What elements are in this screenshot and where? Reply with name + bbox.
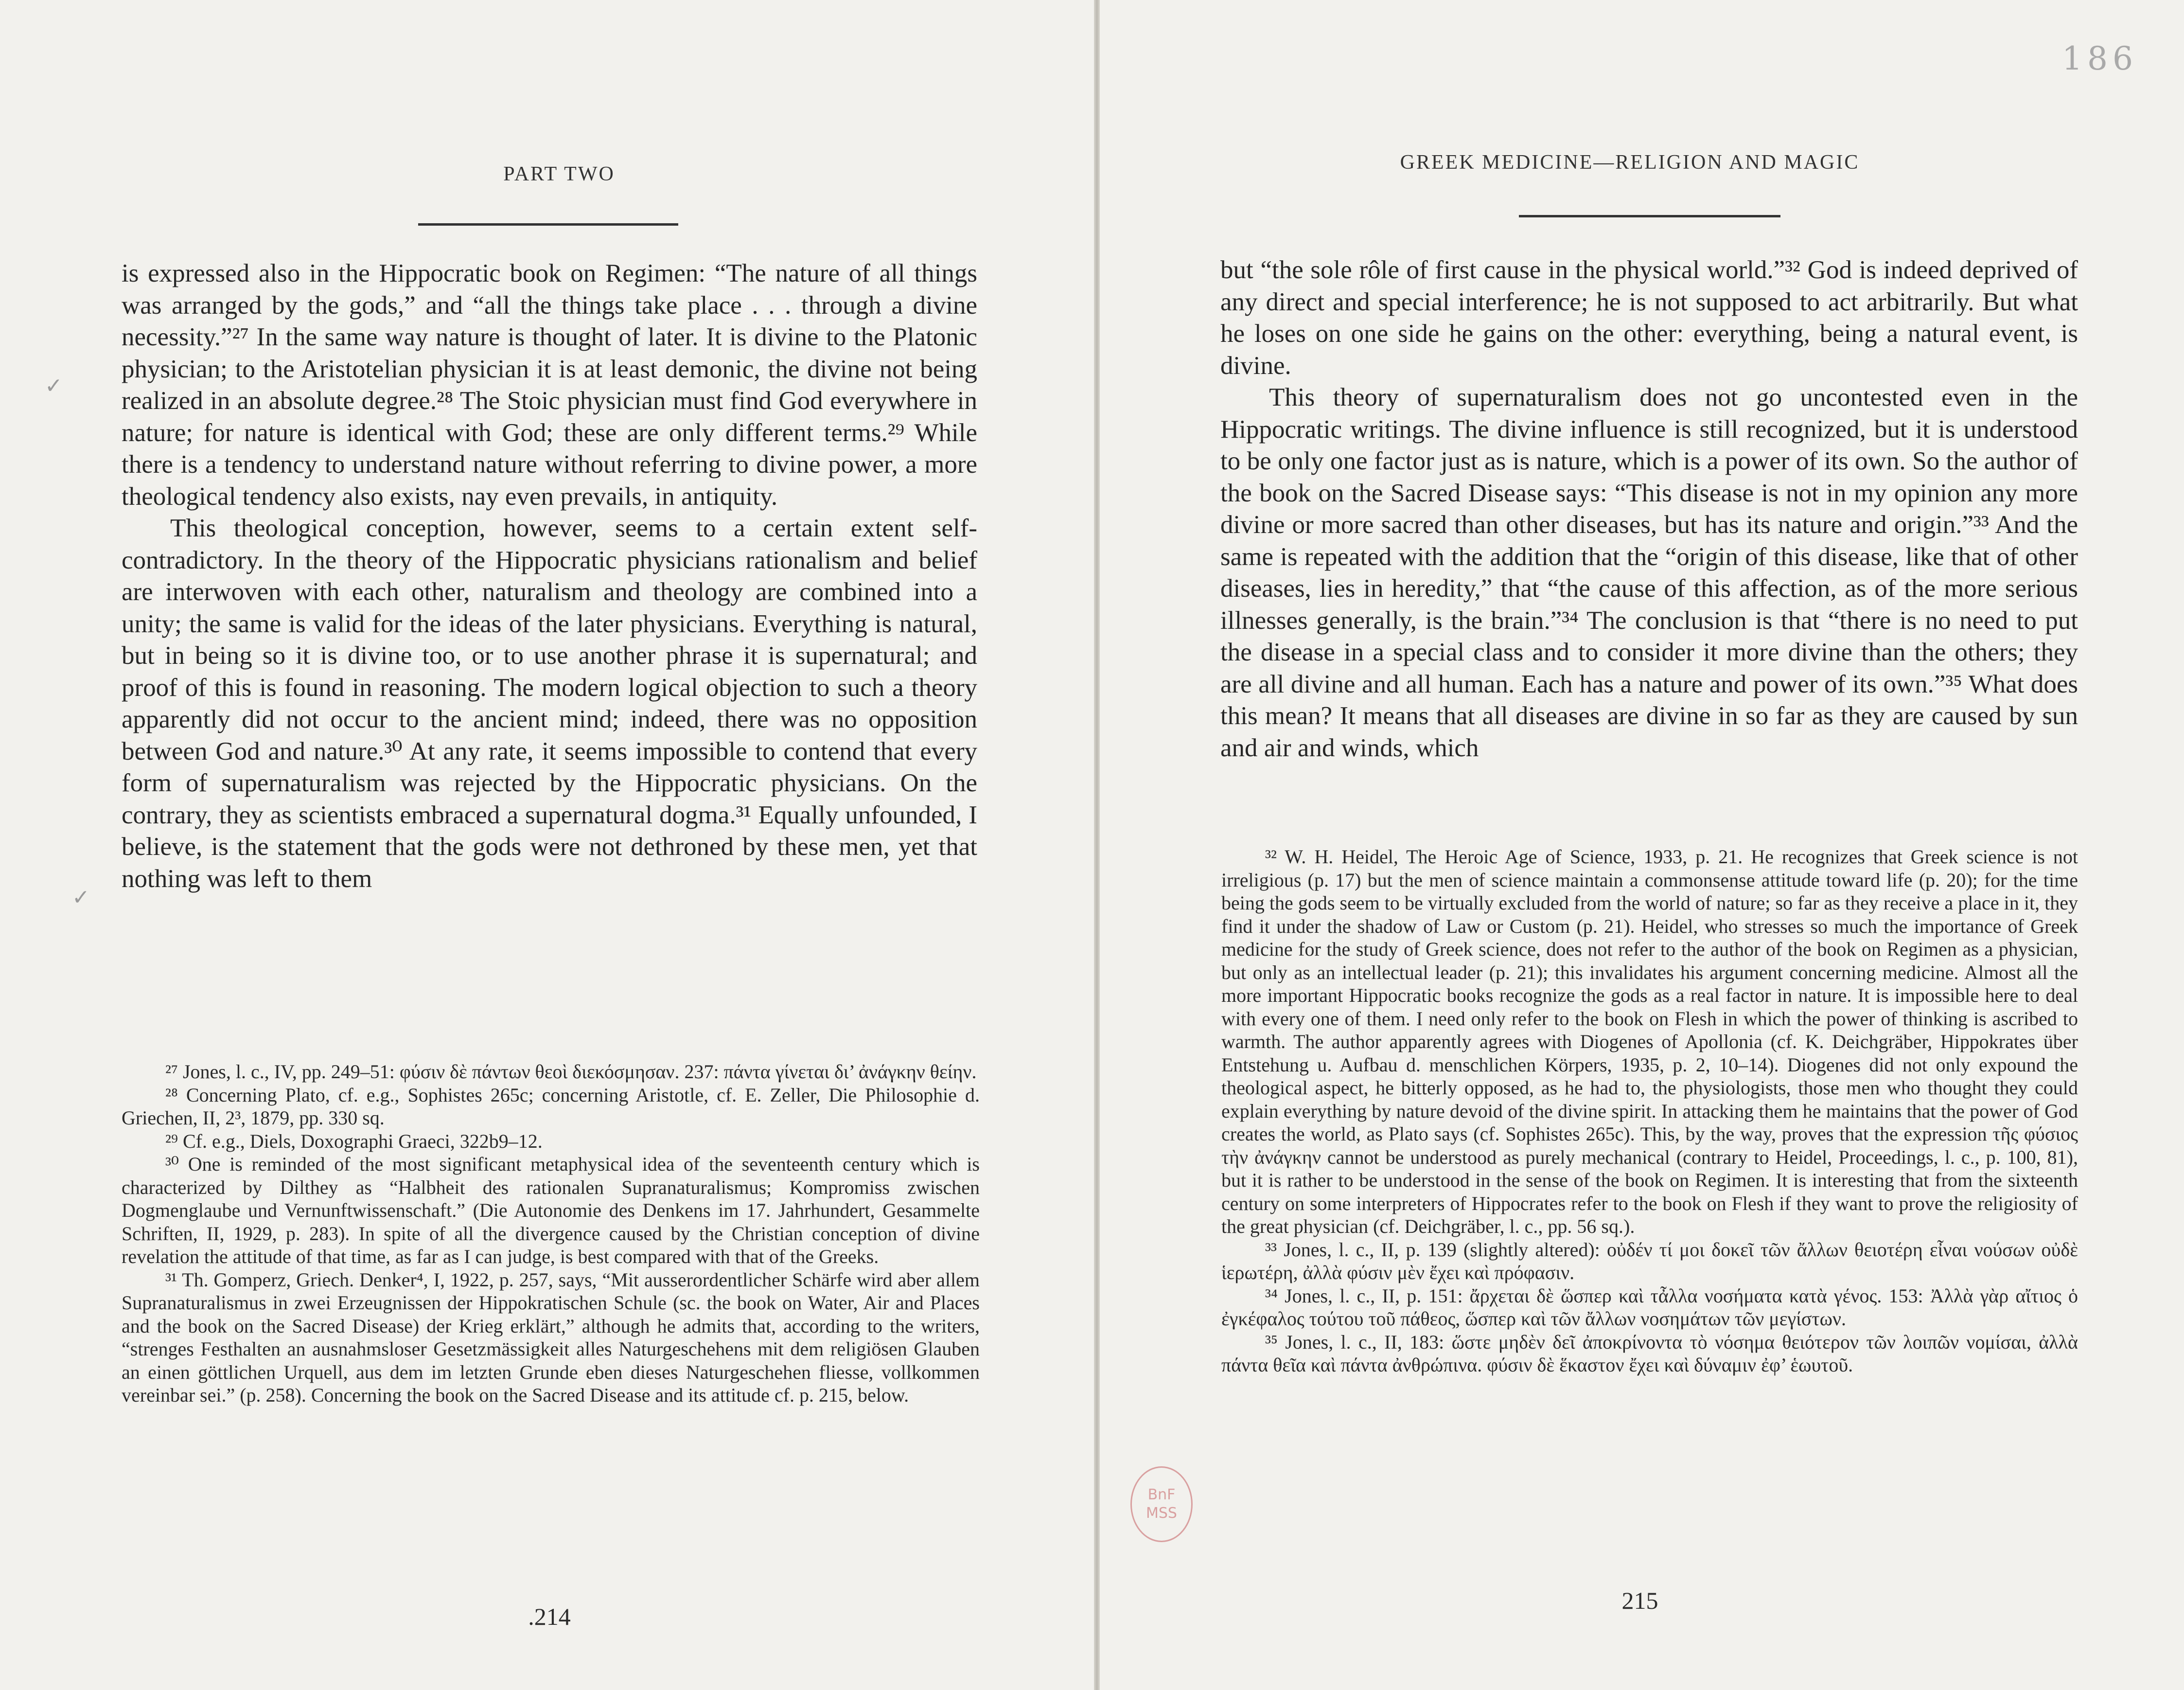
footnote-35: ³⁵ Jones, l. c., II, 183: ὥστε μηδὲν δεῖ ἀποκρίνοντα τὸ νόσημα θειότερον τῶν λοιπῶν νομίσαι, ἀλλὰ πάντα θεῖα καὶ πάντα ἀνθρώπινα. φύσιν δὲ ἕκαστον ἔχει καὶ δύναμιν ἐφ’ ἑωυτοῦ. (1221, 1331, 2078, 1376)
footnote-30: ³⁰ One is reminded of the most significant metaphysical idea of the seventeenth century which is characterized by Dilthey as “Halbheit des rationalen Supranaturalismus; Kompromiss zwischen Dogmenglaube und Vernunftwissenschaft.” (Die Autonomie des Denkens im 17. Jahrhundert, Gesammelte Schriften, II, 1929, p. 283). In spite of all the divergence caused by the Christian conception of divine revelation the attitude of that time, as far as I can judge, is best compared with that of the Greeks. (122, 1153, 980, 1267)
running-head: GREEK MEDICINE—RELIGION AND MAGIC (1400, 151, 1860, 174)
paragraph: This theological conception, however, seems to a certain extent self-contradictory. In the theory of the Hippocratic physicians rationalism and belief are interwoven with each other, naturalism and theology are combined into a unity; the same is valid for the ideas of the later physicians. Everything is natural, but in being so it is divine too, or to use another phrase it is supernatural; and proof of this is found in reasoning. The modern logical objection to such a theory apparently did not occur to the ancient mind; indeed, there was no opposition between God and nature.³⁰ At any rate, it seems impossible to contend that every form of supernaturalism was rejected by the Hippocratic physicians. On the contrary, they as scientists embraced a supernatural dogma.³¹ Equally unfounded, I believe, is the statement that the gods were not dethroned by these men, yet that nothing was left to them (122, 514, 977, 893)
right-page (1100, 0, 2184, 1690)
footnote-32: ³² W. H. Heidel, The Heroic Age of Science, 1933, p. 21. He recognizes that Greek science is not irreligious (p. 17) but the men of science maintain a commonsense attitude toward life (p. 20); for the time being the gods seem to be virtually excluded from the world of nature; so far as they receive a place in it, they find it under the shadow of Law or Custom (p. 21). Heidel, who stresses so much the importance of Greek medicine for the study of Greek science, does not refer to the author of the book on Regimen as a physician, but only as an intellectual leader (p. 21); this invalidates his argument concerning medicine. Almost all the more important Hippocratic books recognize the gods as a real factor in nature. It is impossible here to deal with every one of them. I need only refer to the book on Flesh in which the power of thinking is ascribed to warmth. The author apparently agrees with Diogenes of Apollonia (cf. K. Deichgräber, Hippokrates über Entstehung u. Aufbau d. menschlichen Körpers, 1935, p. 2, 10–14). Diogenes did not only expound the theological aspect, he bitterly opposed, as he had to, the physiologists, those men who thought they could explain everything by nature devoid of the divine spirit. In attacking them he maintains that the power of God creates the world, as Plato says (cf. Sophistes 265c). This, by the way, proves that the expression τῆς φύσιος τὴν ἀνάγκην cannot be understood as purely mechanical (contrary to Heidel, Proceedings, l. c., p. 100, 81), but it is rather to be understood in the sense of the book on Regimen. It is interesting that from the sixteenth century on some interpreters of Hippocrates refer to the book on Flesh if they want to prove the religiosity of the great physician (cf. Deichgräber, l. c., pp. 56 sq.). (1221, 846, 2078, 1237)
footnote-29: ²⁹ Cf. e.g., Diels, Doxographi Graeci, 322b9–12. (165, 1130, 543, 1152)
footnote-28: ²⁸ Concerning Plato, cf. e.g., Sophistes 265c; concerning Aristotle, cf. E. Zeller, Die Philosophie d. Griechen, II, 2³, 1879, pp. 330 sq. (122, 1084, 980, 1129)
pencil-tick-mark: ✓ (45, 374, 63, 398)
footnotes (122, 1060, 980, 1407)
stamp-line: BnF (1147, 1486, 1176, 1503)
footnote-27: ²⁷ Jones, l. c., IV, pp. 249–51: φύσιν δὲ πάντων θεοὶ διεκόσμησαν. 237: πάντα γίνεται δι’ ἀνάγκην θείην. (165, 1061, 977, 1083)
paragraph: is expressed also in the Hippocratic book on Regimen: “The nature of all things was arranged by the gods,” and “all the things take place . . . through a divine necessity.”²⁷ In the same way nature is thought of later. It is divine to the Platonic physician; to the Aristotelian physician it is at least demonic, the divine not being realized in an absolute degree.²⁸ The Stoic physician must find God everywhere in nature; for nature is identical with God; these are only different terms.²⁹ While there is a tendency to understand nature without referring to divine power, a more theological tendency also exists, nay even prevails, in antiquity. (122, 259, 977, 511)
page-number: .214 (528, 1603, 571, 1630)
header-rule (1519, 215, 1780, 217)
folio-stamp: 186 (2062, 40, 2138, 77)
library-stamp (1130, 1466, 1193, 1542)
footnote-31: ³¹ Th. Gomperz, Griech. Denker⁴, I, 1922, p. 257, says, “Mit ausserordentlicher Schärfe wird aber allem Supranaturalismus in zwei Erzeugnissen der Hippokratischen Schule (sc. the book on Water, Air and Places and the book on the Sacred Disease) der Krieg erklärt,” although he admits that, according to the writers, “strenges Festhalten an ausnahmsloser Gesetzmässigkeit alles Naturgeschehens mit dem religiösen Glauben an einen göttlichen Urquell, aus dem im letzten Grunde eben dieses Naturgeschehen fliesse, vollkommen vereinbar sei.” (p. 258). Concerning the book on the Sacred Disease and its attitude cf. p. 215, below. (122, 1268, 980, 1406)
body-text (1220, 254, 2078, 764)
footnote-34: ³⁴ Jones, l. c., II, p. 151: ἄρχεται δὲ ὥσπερ καὶ τἆλλα νοσήματα κατὰ γένος. 153: Ἀλλὰ γὰρ αἴτιος ὁ ἐγκέφαλος τούτου τοῦ πάθεος, ὥσπερ καὶ τῶν ἄλλων νοσημάτων τῶν μεγίστων. (1221, 1284, 2078, 1330)
binding-gutter (1094, 0, 1100, 1690)
running-head: PART TWO (503, 163, 615, 185)
pencil-tick-mark: ✓ (72, 885, 90, 910)
paragraph: This theory of supernaturalism does not go uncontested even in the Hippocratic writings. The divine influence is still recognized, but it is understood to be only one factor just as is nature, which is a power of its own. So the author of the book on the Sacred Disease says: “This disease is not in my opinion any more divine or more sacred than other diseases, but has its nature and origin.”³³ And the same is repeated with the addition that the “origin of this disease, like that of other diseases, lies in heredity,” that “the cause of this affection, as of the more serious illnesses generally, is the brain.”³⁴ The conclusion is that “there is no need to put the disease in a special class and to consider it more divine than the others; they are all divine and all human. Each has a nature and power of its own.”³⁵ What does this mean? It means that all diseases are divine in so far as they are caused by sun and air and winds, which (1220, 383, 2078, 762)
footnote-33: ³³ Jones, l. c., II, p. 139 (slightly altered): οὐδέν τί μοι δοκεῖ τῶν ἄλλων θειοτέρη εἶναι νούσων οὐδὲ ἱερωτέρη, ἀλλὰ φύσιν μὲν ἔχει καὶ πρόφασιν. (1221, 1238, 2078, 1283)
header-rule (418, 223, 678, 226)
footnotes (1221, 845, 2078, 1377)
page-number: 215 (1621, 1587, 1658, 1614)
body-text (122, 258, 977, 895)
stamp-line: MSS (1146, 1505, 1177, 1522)
paragraph: but “the sole rôle of first cause in the physical world.”³² God is indeed deprived of any direct and special interference; he is not supposed to act arbitrarily. But what he loses on one side he gains on the other: everything, being a natural event, is divine. (1220, 256, 2078, 380)
